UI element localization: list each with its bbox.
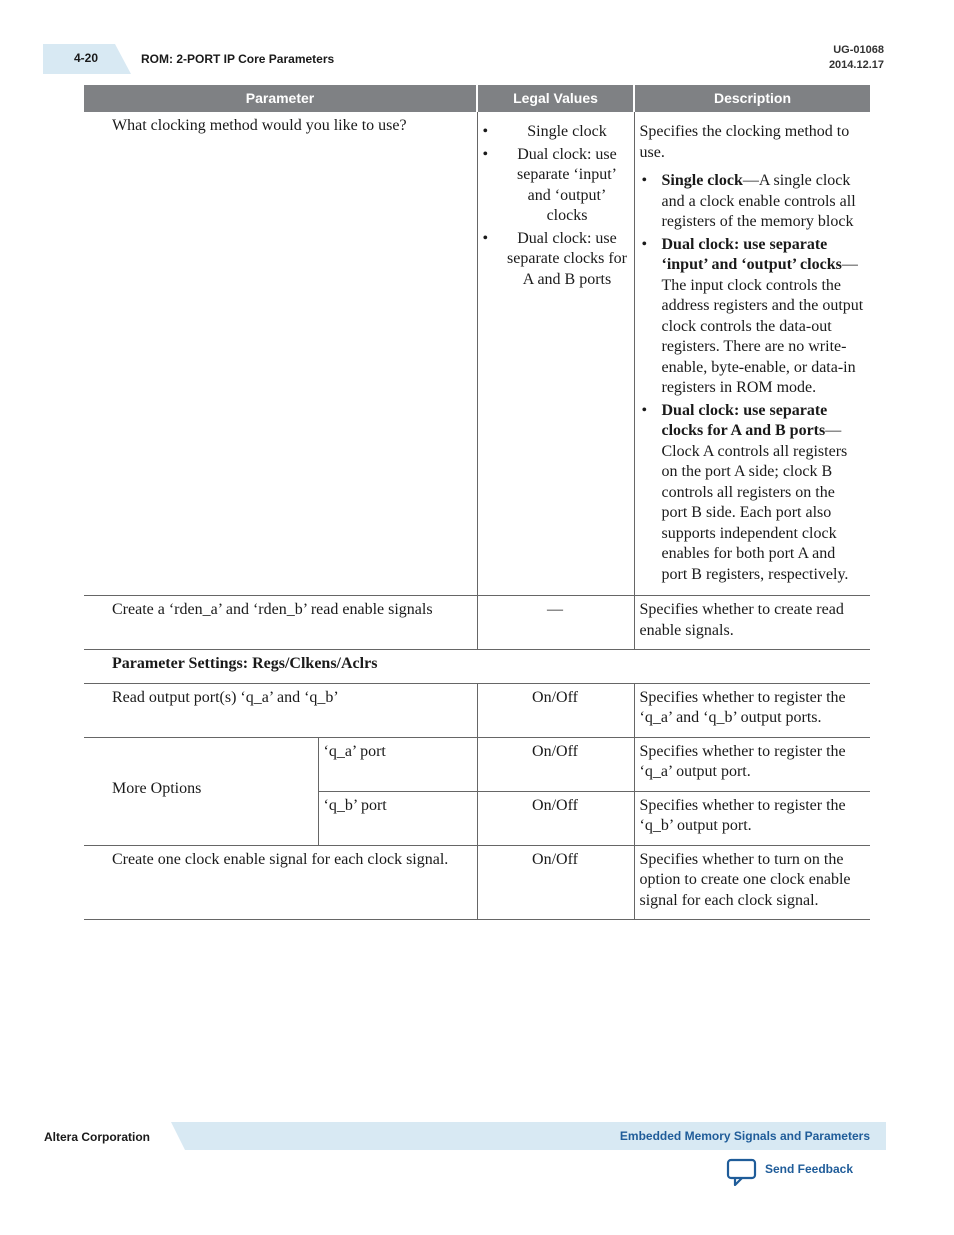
description-cell: Specifies whether to register the ‘q_a’ output port. (634, 737, 870, 791)
doc-id-block (829, 43, 884, 73)
description-cell: Specifies whether to register the ‘q_b’ output port. (634, 791, 870, 845)
legal-values-cell: — (477, 596, 634, 650)
table-row (84, 845, 870, 920)
company-name: Altera Corporation (44, 1130, 151, 1144)
legal-values-cell (477, 112, 634, 596)
list-item (640, 401, 865, 586)
parameter-cell: Create one clock enable signal for each clock signal. (84, 845, 477, 920)
list-item (640, 171, 865, 233)
section-link[interactable]: Embedded Memory Signals and Parameters (619, 1129, 870, 1143)
description-intro: Specifies the clocking method to use. (639, 123, 850, 161)
table-row (84, 737, 870, 791)
column-header-legal-values: Legal Values (477, 85, 634, 112)
description-list (640, 171, 865, 585)
list-item: • Dual clock: use separate ‘input’ and ‘output’ clocks (483, 145, 628, 227)
parameter-cell: Read output port(s) ‘q_a’ and ‘q_b’ (84, 683, 477, 737)
list-item: • Single clock (483, 122, 628, 143)
parameters-table (84, 85, 870, 920)
table-row (84, 596, 870, 650)
send-feedback-link[interactable]: Send Feedback (765, 1162, 854, 1176)
list-item: • Dual clock: use separate clocks for A and B ports (483, 229, 628, 291)
description-cell: Specifies whether to register the ‘q_a’ and ‘q_b’ output ports. (634, 683, 870, 737)
description-term: Dual clock: use separate clocks for A and B ports (661, 401, 828, 439)
legal-values-cell: On/Off (477, 791, 634, 845)
table-row (84, 683, 870, 737)
page-title: ROM: 2-PORT IP Core Parameters (141, 52, 335, 66)
section-row (84, 650, 870, 684)
column-header-description: Description (634, 85, 870, 112)
legal-values-cell: On/Off (477, 683, 634, 737)
description-cell: Specifies whether to turn on the option to create one clock enable signal for each clock signal. (634, 845, 870, 920)
sub-parameter-cell: ‘q_b’ port (318, 791, 477, 845)
description-cell (634, 112, 870, 596)
description-text: —A single clock and a clock enable controls all registers of the memory block (661, 172, 856, 230)
parameter-cell: More Options (84, 737, 318, 845)
section-heading: Parameter Settings: Regs/Clkens/Aclrs (84, 650, 870, 684)
parameter-cell: Create a ‘rden_a’ and ‘rden_b’ read enable signals (84, 596, 477, 650)
legal-values-list (483, 122, 628, 290)
legal-values-cell: On/Off (477, 845, 634, 920)
doc-date: 2014.12.17 (828, 59, 884, 71)
sub-parameter-cell: ‘q_a’ port (318, 737, 477, 791)
description-cell: Specifies whether to create read enable signals. (634, 596, 870, 650)
column-header-parameter: Parameter (84, 85, 477, 112)
table-row (84, 112, 870, 596)
legal-values-cell: On/Off (477, 737, 634, 791)
description-term: Dual clock: use separate ‘input’ and ‘output’ clocks (661, 235, 842, 273)
speech-bubble-icon[interactable] (726, 1158, 758, 1186)
parameter-cell: What clocking method would you like to use? (84, 112, 477, 596)
page-number: 4-20 (74, 51, 99, 65)
description-text: —The input clock controls the address registers and the output clock controls the data-out registers. There are no write-enable, byte-enable, or data-in registers in ROM mode. (661, 256, 864, 396)
description-text: —Clock A controls all registers on the port A side; clock B controls all registers on the port B side. Each port also supports independent clock enables for both port A and port B registers, respectively. (661, 422, 849, 583)
table-header-row (84, 85, 870, 112)
doc-id: UG-01068 (833, 44, 884, 56)
description-term: Single clock (661, 172, 743, 189)
list-item (640, 235, 865, 399)
